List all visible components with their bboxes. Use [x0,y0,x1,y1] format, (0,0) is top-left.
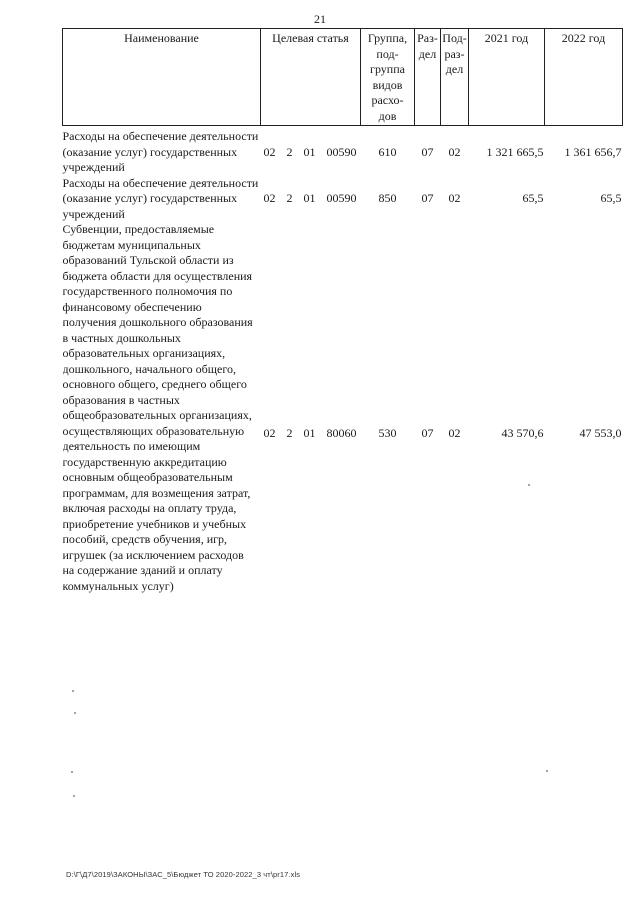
scan-speck [74,712,76,714]
group-code: 610 [378,144,397,159]
row-name-clip [63,222,259,646]
amount-2022: 1 361 656,7 [564,144,622,159]
group-code: 530 [378,426,397,441]
target-part: 00590 [326,191,357,205]
scan-speck [73,795,75,797]
table-row [63,222,623,646]
target-code [261,126,361,176]
amount-2021: 65,5 [522,191,544,205]
target-code [261,222,361,646]
row-name-cell [63,222,261,646]
section-code: 07 [421,426,434,441]
table-row [63,176,623,223]
header-name: Наименование [63,29,261,126]
header-section: Раз- дел [415,29,441,126]
target-part: 02 [263,426,276,441]
target-part: 01 [303,144,316,159]
scan-speck [546,770,548,772]
subsection-code: 02 [448,144,461,159]
subsection-code: 02 [448,426,461,441]
header-subsection: Под- раз- дел [441,29,469,126]
target-part: 2 [286,191,293,205]
budget-table [62,28,623,646]
row-name: Расходы на обеспечение деятельности (оказание услуг) государственных учреждений [62,175,259,221]
amount-2021: 43 570,6 [501,426,544,441]
target-part: 80060 [326,426,357,441]
target-part: 2 [286,426,293,441]
page-number: 21 [314,12,326,26]
amount-2021: 1 321 665,5 [486,144,544,159]
scan-speck [71,771,73,773]
header-2021: 2021 год [469,29,545,126]
amount-2022: 47 553,0 [579,426,622,441]
target-part: 01 [303,426,316,441]
target-part: 01 [303,191,316,205]
scan-speck [72,690,74,692]
row-name: Субвенции, предоставляемые бюджетам муниципальных образований Тульской области из бюджета области для осуществления государственного полномочия по финансовому обеспечению получения дошкольного образования в частных дошкольных образовательных организациях, дошкольного, начального общего, основного общего, среднего общего образования в частных общеобразовательных организациях, осуществляющих образовательную деятельность по имеющим государственную аккредитацию основным общеобразовательным программам, для возмещения затрат, включая расходы на оплату труда, приобретение учебников и учебных пособий, средств обучения, игр, игрушек (за исключением расходов на содержание зданий и оплату коммунальных услуг) [62,222,253,593]
table-row [63,126,623,176]
subsection-code: 02 [448,191,461,205]
header-2022: 2022 год [545,29,623,126]
target-part: 02 [263,144,276,159]
row-name: Расходы на обеспечение деятельности (оказание услуг) государственных учреждений [62,129,259,174]
target-code [261,176,361,223]
header-group: Группа, под- группа видов расхо- дов [361,29,415,126]
file-path-footer: D:\Г\Д7\2019\ЗАКОНЫ\ЗАС_5\Бюджет ТО 2020-2022_3 чт\pr17.xls [66,870,301,879]
target-part: 02 [263,191,276,205]
header-target: Целевая статья [261,29,361,126]
target-part: 00590 [326,144,357,159]
table-header-row [63,29,623,126]
section-code: 07 [421,144,434,159]
amount-2022: 65,5 [600,191,622,205]
target-part: 2 [286,144,293,159]
group-code: 850 [378,191,397,205]
section-code: 07 [421,191,434,205]
scan-speck [528,484,530,486]
